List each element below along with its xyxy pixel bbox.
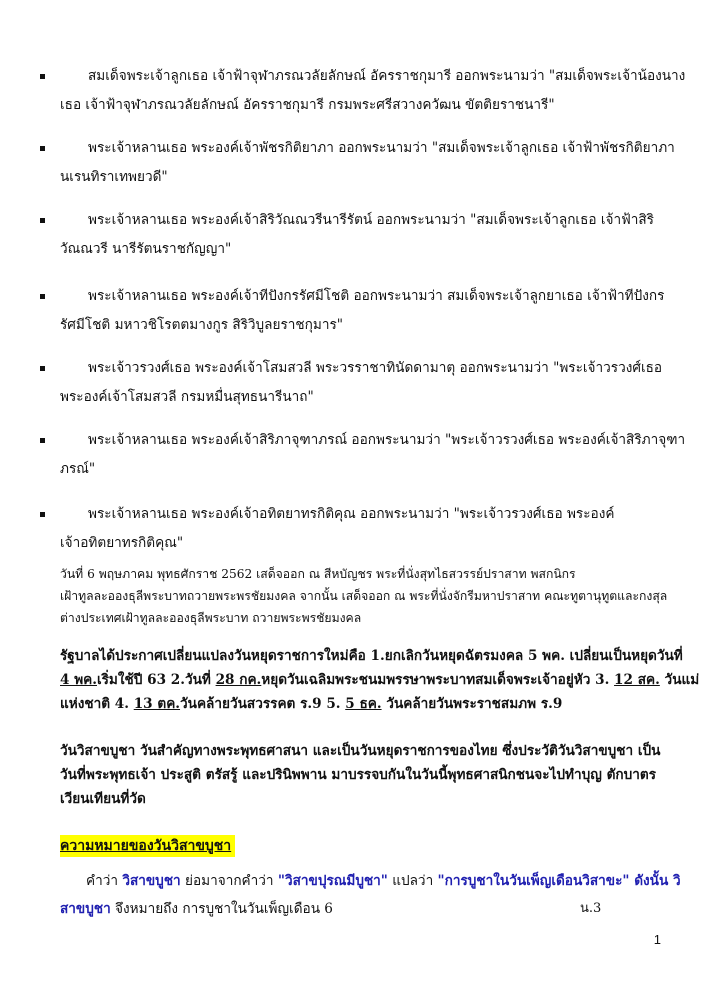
list-item-line: เธอ เจ้าฟ้าจุฬาภรณวลัยลักษณ์ อัครราชกุมารี กรมพระศรีสวางควัฒน ขัตติยราชนารี": [60, 97, 555, 113]
date-underlined: 13 ตค.: [133, 696, 181, 712]
list-item-line: รัศมีโชติ มหาวชิโรตตมางกูร สิริวิบูลยราชกุมาร": [60, 317, 344, 333]
term-highlight: สาขบูชา: [60, 901, 111, 917]
paragraph-line: [60, 668, 700, 692]
list-item: [40, 354, 680, 412]
list-item-line: พระองค์เจ้าโสมสวลี กรมหมื่นสุทธนารีนาถ": [60, 389, 314, 405]
visakha-paragraph: [60, 739, 680, 811]
list-item-line: ภรณ์": [60, 461, 96, 477]
bullet-icon: [40, 294, 45, 299]
text-span: คำว่า: [86, 873, 123, 889]
text-span: เริ่มใช้ปี 63 2.วันที่: [96, 672, 216, 688]
term-highlight: "วิสาขปุรณมีบูชา": [277, 873, 388, 889]
paragraph-line: วันวิสาขบูชา วันสำคัญทางพระพุทธศาสนา และเป็นวันหยุดราชการของไทย ซึ่งประวัติวันวิสาขบูชา เป็น: [60, 743, 661, 759]
bullet-icon: [40, 146, 45, 151]
text-span: วันคล้ายวันสวรรคต ร.9 5.: [180, 696, 346, 712]
term-highlight: "การบูชาในวันเพ็ญเดือนวิสาขะ": [437, 873, 630, 889]
paragraph-line: [60, 867, 680, 895]
list-item: [40, 206, 680, 264]
paragraph-line: ต่างประเทศเฝ้าทูลละอองธุลีพระบาท ถวายพระพรชัยมงคล: [60, 611, 362, 625]
paragraph-line: วันที่ 6 พฤษภาคม พุทธศักราช 2562 เสด็จออก ณ สีหบัญชร พระที่นั่งสุทไธสวรรย์ปราสาท พสกนิกร: [60, 567, 576, 581]
text-span: แปลว่า: [387, 873, 438, 889]
list-item: [40, 500, 680, 558]
list-item-line: พระเจ้าหลานเธอ พระองค์เจ้าสิริวัณณวรีนารีรัตน์ ออกพระนามว่า "สมเด็จพระเจ้าลูกเธอ เจ้าฟ้าสิริ: [88, 212, 654, 228]
term-highlight: วิสาขบูชา: [122, 873, 181, 889]
list-item-line: พระเจ้าหลานเธอ พระองค์เจ้าทีปังกรรัศมีโชติ ออกพระนามว่า สมเด็จพระเจ้าลูกยาเธอ เจ้าฟ้าทีปังกร: [88, 288, 665, 304]
paragraph-line: รัฐบาลได้ประกาศเปลี่ยนแปลงวันหยุดราชการใหม่คือ 1.ยกเลิกวันหยุดฉัตรมงคล 5 พค. เปลี่ยนเป็นหยุดวันที่: [60, 648, 683, 664]
text-span: จึงหมายถึง การบูชาในวันเพ็ญเดือน 6: [110, 901, 333, 917]
bullet-icon: [40, 512, 45, 517]
bullet-icon: [40, 366, 45, 371]
list-item-line: พระเจ้าวรวงศ์เธอ พระองค์เจ้าโสมสวลี พระวรราชาทินัดดามาตุ ออกพระนามว่า "พระเจ้าวรวงศ์เธอ: [88, 360, 663, 376]
paragraph-line: [60, 692, 680, 716]
list-item-line: พระเจ้าหลานเธอ พระองค์เจ้าอทิตยาทรกิติคุณ ออกพระนามว่า "พระเจ้าวรวงศ์เธอ พระองค์: [88, 506, 615, 522]
text-span: วันแม่: [659, 672, 700, 688]
date-underlined: 12 สค.: [614, 672, 660, 688]
date-underlined: 5 ธค.: [345, 696, 382, 712]
list-item-line: พระเจ้าหลานเธอ พระองค์เจ้าพัชรกิติยาภา ออกพระนามว่า "สมเด็จพระเจ้าลูกเธอ เจ้าฟ้าพัชรกิติยาภา: [88, 140, 675, 156]
holiday-paragraph: [60, 644, 700, 716]
bullet-icon: [40, 218, 45, 223]
paragraph-line: เฝ้าทูลละอองธุลีพระบาทถวายพระพรชัยมงคล จากนั้น เสด็จออก ณ พระที่นั่งจักรีมหาปราสาท คณะทูตานุทูตและกงสุล: [60, 589, 668, 603]
text-span: หยุดวันเฉลิมพระชนมพรรษาพระบาทสมเด็จพระเจ้าอยู่หัว 3.: [261, 672, 615, 688]
list-item: [40, 134, 680, 192]
text-span: ย่อมาจากคำว่า: [180, 873, 278, 889]
reference-note: น.3: [580, 901, 602, 916]
list-item-line: พระเจ้าหลานเธอ พระองค์เจ้าสิริภาจุฑาภรณ์ ออกพระนามว่า "พระเจ้าวรวงศ์เธอ พระองค์เจ้าสิริภาจุฑา: [88, 432, 686, 448]
list-item-line: สมเด็จพระเจ้าลูกเธอ เจ้าฟ้าจุฬาภรณวลัยลักษณ์ อัครราชกุมารี ออกพระนามว่า "สมเด็จพระเจ้าน้องนาง: [88, 68, 686, 84]
term-highlight: ดังนั้น วิ: [629, 873, 681, 889]
section-heading: ความหมายของวันวิสาขบูชา: [60, 835, 235, 857]
list-item-line: นเรนทิราเทพยวดี": [60, 169, 168, 185]
list-item: [40, 282, 680, 340]
list-item: [40, 426, 686, 484]
ceremony-paragraph: [60, 563, 680, 629]
page-number: 1: [653, 932, 661, 947]
paragraph-line: วันที่พระพุทธเจ้า ประสูติ ตรัสรู้ และปรินิพพาน มาบรรจบกันในวันนี้พุทธศาสนิกชนจะไปทำบุญ ตักบาตร: [60, 767, 657, 783]
bullet-icon: [40, 438, 45, 443]
date-underlined: 4 พค.: [60, 672, 97, 688]
list-item-line: วัณณวรี นารีรัตนราชกัญญา": [60, 241, 232, 257]
text-span: แห่งชาติ 4.: [60, 696, 134, 712]
text-span: วันคล้ายวันพระราชสมภพ ร.9: [381, 696, 563, 712]
bullet-icon: [40, 74, 45, 79]
date-underlined: 28 กค.: [215, 672, 262, 688]
list-item-line: เจ้าอทิตยาทรกิติคุณ": [60, 535, 184, 551]
list-item: [40, 62, 686, 120]
paragraph-line: เวียนเทียนที่วัด: [60, 791, 146, 807]
